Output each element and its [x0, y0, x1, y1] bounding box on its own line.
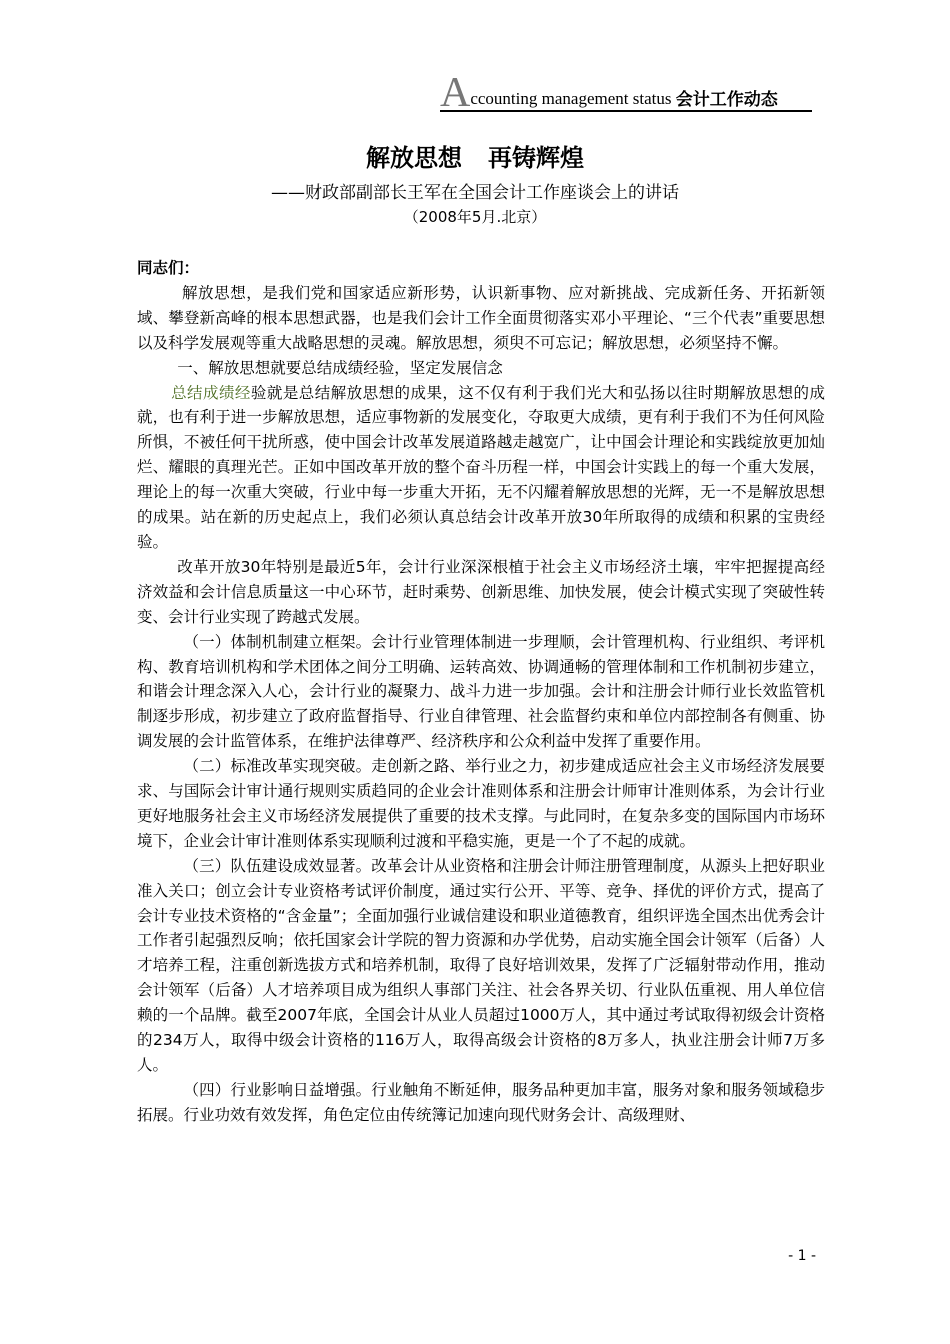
header-chinese: 会计工作动态 — [675, 90, 778, 110]
page-subtitle: ——财政部副部长王军在全国会计工作座谈会上的讲话 — [271, 183, 679, 203]
paragraph-intro: 解放思想，是我们党和国家适应新形势，认识新事物、应对新挑战、完成新任务、开拓新领域、攀登新高峰的根本思想武器，也是我们会计工作全面贯彻落实邓小平理论、“三个代表”重要思想以及科学发展观等重大战略思想的灵魂。解放思想，须臾不可忘记；解放思想，必须坚持不懈。 — [137, 283, 825, 352]
paragraph-item-1: （一）体制机制建立框架。会计行业管理体制进一步理顺，会计管理机构、行业组织、考评机构、教育培训机构和学术团体之间分工明确、运转高效、协调通畅的管理体制和工作机制初步建立，和谐会计理念深入人心，会计行业的凝聚力、战斗力进一步加强。会计和注册会计师行业长效监管机制逐步形成，初步建立了政府监督指导、行业自律管理、社会监督约束和单位内部控制各有侧重、协调发展的会计监管体系，在维护法律尊严、经济秩序和公众利益中发挥了重要作用。 — [137, 632, 825, 751]
header-initial: A — [440, 70, 471, 116]
paragraph-item-2: （二）标准改革实现突破。走创新之路、举行业之力，初步建成适应社会主义市场经济发展要求、与国际会计审计通行规则实质趋同的企业会计准则体系和注册会计师审计准则体系，为会计行业更好地服务社会主义市场经济发展提供了重要的技术支撑。与此同时，在复杂多变的国际国内市场环境下，企业会计审计准则体系实现顺利过渡和平稳实施，更是一个了不起的成就。 — [137, 757, 825, 850]
highlighted-lead-text: 总结成绩经 — [171, 383, 251, 402]
title-part-1: 解放思想 — [366, 144, 462, 172]
document-body — [137, 256, 825, 1128]
page-title — [0, 138, 950, 173]
paragraph-summary-text: 验就是总结解放思想的成果，这不仅有利于我们光大和弘扬以往时期解放思想的成就，也有利于进一步解放思想，适应事物新的发展变化，夺取更大成绩，更有利于我们不为任何风险所惧，不被任何干扰所惑，使中国会计改革发展道路越走越宽广，让中国会计理论和实践绽放更加灿烂、耀眼的真理光芒。正如中国改革开放的整个奋斗历程一样，中国会计实践上的每一个重大发展，理论上的每一次重大突破，行业中每一步重大开拓，无不闪耀着解放思想的光辉，无一不是解放思想的成果。站在新的历史起点上，我们必须认真总结会计改革开放30年所取得的成绩和积累的宝贵经验。 — [137, 383, 825, 551]
paragraph-reform-30-years: 改革开放30年特别是最近5年，会计行业深深根植于社会主义市场经济土壤，牢牢把握提高经济效益和会计信息质量这一中心环节，赶时乘势、创新思维、加快发展，使会计模式实现了突破性转变、会计行业实现了跨越式发展。 — [137, 557, 825, 626]
section-heading-1: 一、解放思想就要总结成绩经验，坚定发展信念 — [177, 358, 503, 377]
page-number: - 1 - — [788, 1248, 816, 1264]
title-part-2: 再铸辉煌 — [488, 144, 584, 172]
speech-date: （2008年5月.北京） — [403, 208, 547, 226]
salutation: 同志们： — [137, 259, 200, 277]
header-english: ccounting management status — [470, 89, 672, 108]
paragraph-summary — [137, 381, 825, 555]
paragraph-item-4: （四）行业影响日益增强。行业触角不断延伸，服务品种更加丰富，服务对象和服务领域稳步拓展。行业功效有效发挥，角色定位由传统簿记加速向现代财务会计、高级理财、 — [137, 1080, 825, 1124]
paragraph-item-3: （三）队伍建设成效显著。改革会计从业资格和注册会计师注册管理制度，从源头上把好职业准入关口；创立会计专业资格考试评价制度，通过实行公开、平等、竞争、择优的评价方式，提高了会计专业技术资格的“含金量”；全面加强行业诚信建设和职业道德教育，组织评选全国杰出优秀会计工作者引起强烈反响；依托国家会计学院的智力资源和办学优势，启动实施全国会计领军（后备）人才培养工程，注重创新选拔方式和培养机制，取得了良好培训效果，发挥了广泛辐射带动作用，推动会计领军（后备）人才培养项目成为组织人事部门关注、社会各界关切、行业队伍重视、用人单位信赖的一个品牌。截至2007年底，全国会计从业人员超过1000万人，其中通过考试取得初级会计资格的234万人，取得中级会计资格的116万人，取得高级会计资格的8万多人，执业注册会计师7万多人。 — [137, 856, 825, 1074]
running-header — [440, 70, 812, 116]
